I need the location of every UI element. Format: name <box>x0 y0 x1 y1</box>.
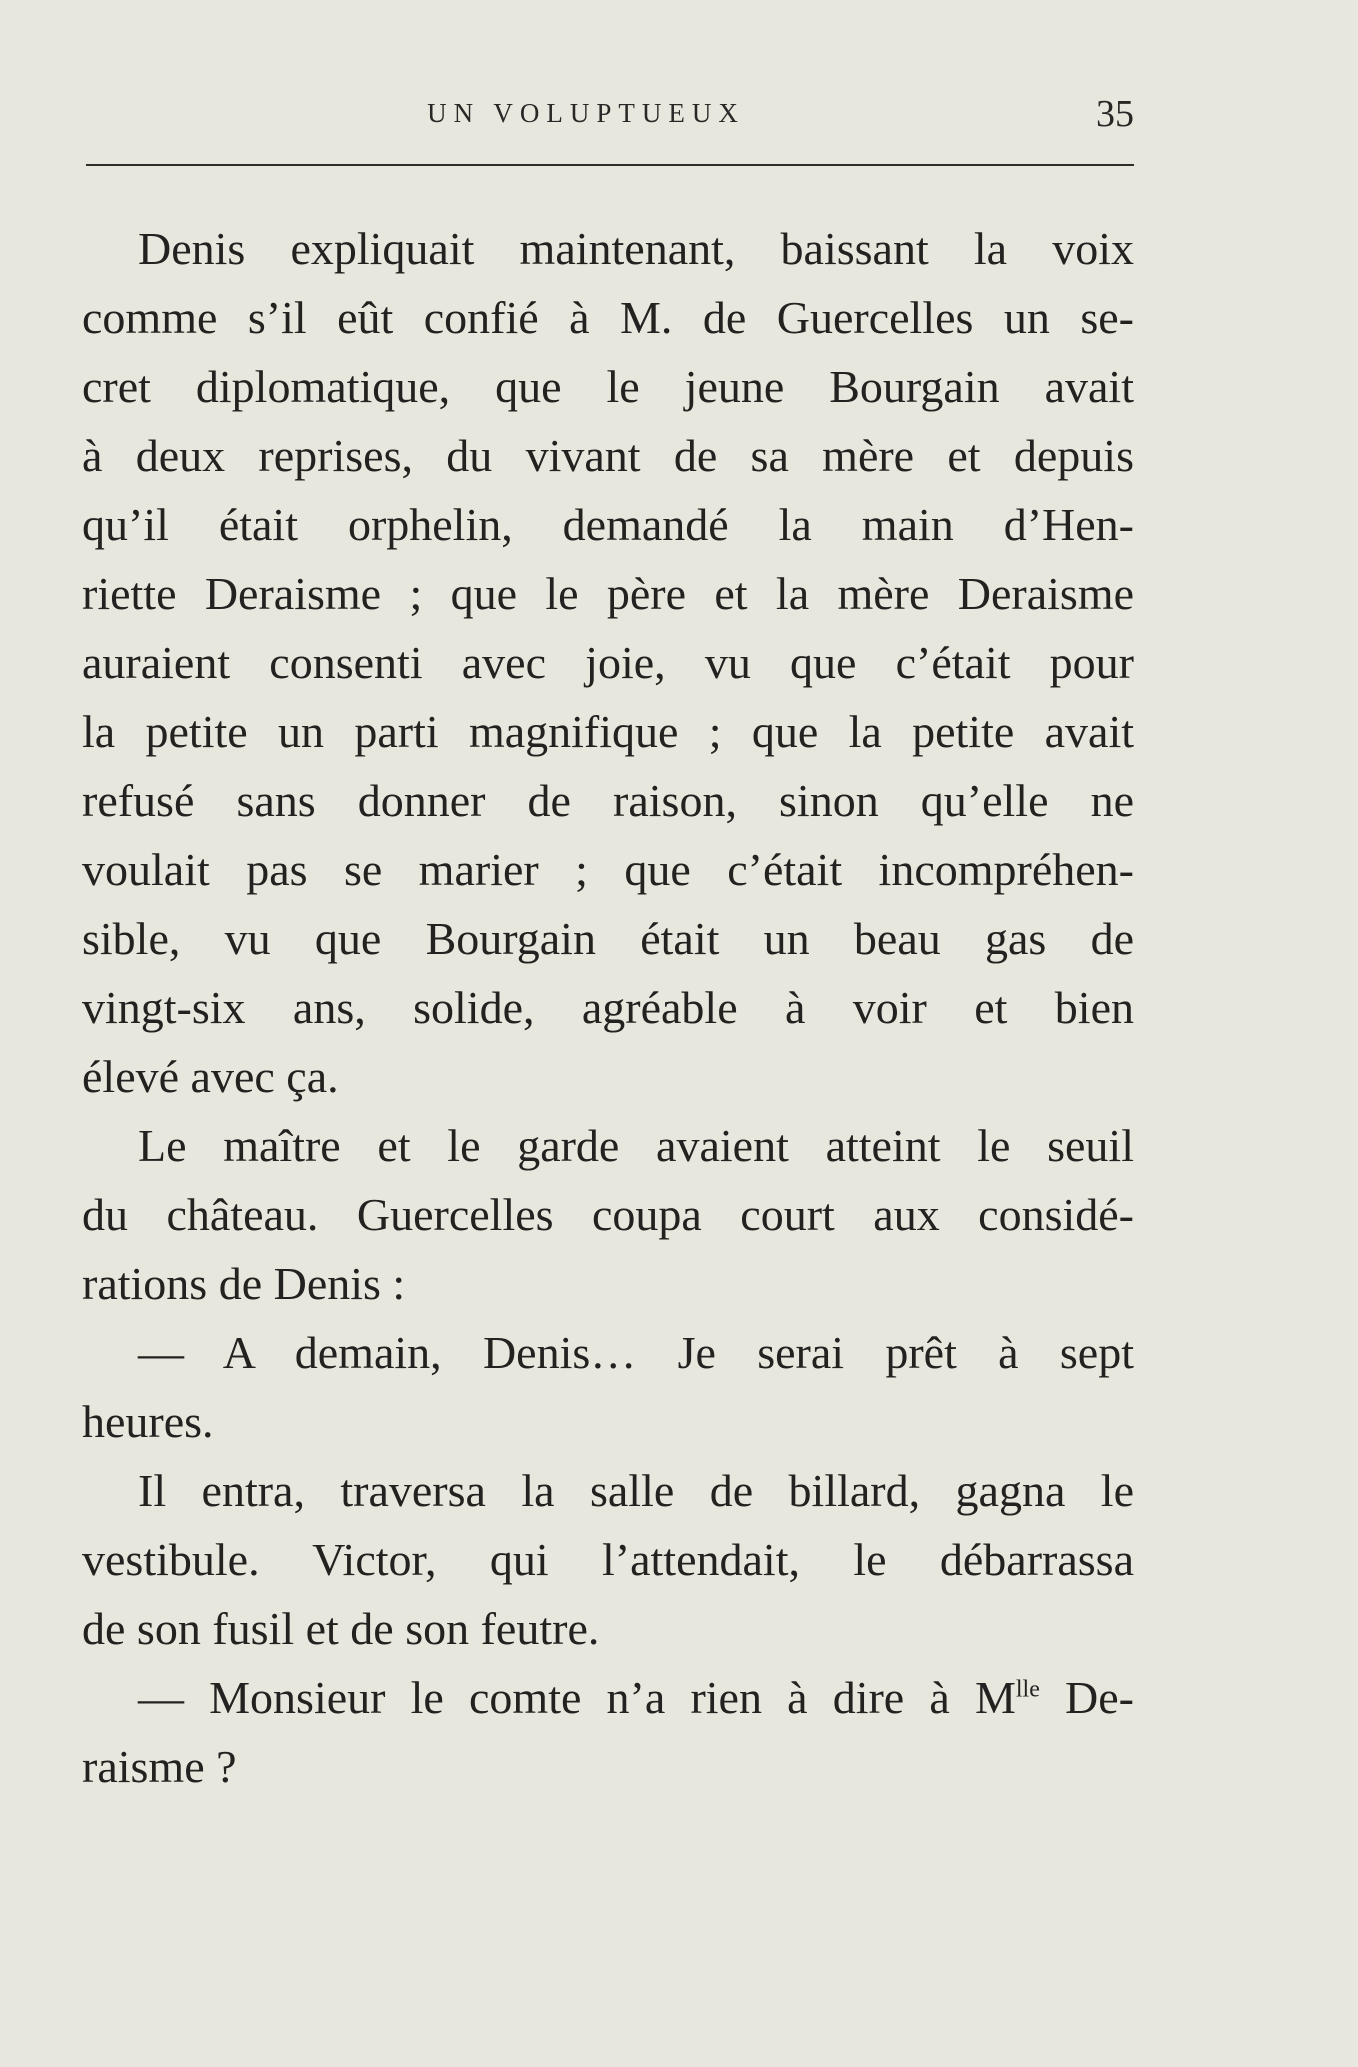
text-line: raisme ? <box>82 1741 237 1792</box>
text-line: rations de Denis : <box>82 1258 406 1309</box>
text-line: du château. Guercelles coupa court aux considé- <box>82 1189 1134 1240</box>
text-line: sible, vu que Bourgain était un beau gas de <box>82 913 1134 964</box>
text-line <box>82 1663 1134 1732</box>
text-line: à deux reprises, du vivant de sa mère et depuis <box>82 430 1134 481</box>
running-head <box>86 92 1134 142</box>
text-line: cret diplomatique, que le jeune Bourgain avait <box>82 361 1134 412</box>
text-line: comme s’il eût confié à M. de Guercelles un se- <box>82 292 1134 343</box>
text-segment: De- <box>1039 1672 1134 1723</box>
text-line: auraient consenti avec joie, vu que c’était pour <box>82 637 1134 688</box>
running-title: UN VOLUPTUEUX <box>427 98 745 128</box>
paragraph <box>82 1318 1134 1456</box>
paragraph <box>82 1663 1134 1801</box>
text-line: qu’il était orphelin, demandé la main d’Hen- <box>82 499 1134 550</box>
superscript-abbreviation: lle <box>1015 1676 1040 1703</box>
text-line: Il entra, traversa la salle de billard, gagna le <box>138 1465 1134 1516</box>
paragraph <box>82 1111 1134 1318</box>
header-rule <box>86 164 1134 166</box>
text-line: refusé sans donner de raison, sinon qu’elle ne <box>82 775 1134 826</box>
text-line: Denis expliquait maintenant, baissant la voix <box>138 223 1134 274</box>
text-line: élevé avec ça. <box>82 1051 339 1102</box>
paragraph <box>82 1456 1134 1663</box>
paragraph <box>82 214 1134 1111</box>
text-line: heures. <box>82 1396 214 1447</box>
text-line: voulait pas se marier ; que c’était incompréhen- <box>82 844 1134 895</box>
text-segment: — Monsieur le comte n’a rien à dire à M <box>138 1672 1016 1723</box>
text-line: vingt-six ans, solide, agréable à voir et bien <box>82 982 1134 1033</box>
text-line: de son fusil et de son feutre. <box>82 1603 600 1654</box>
text-line: riette Deraisme ; que le père et la mère Deraisme <box>82 568 1134 619</box>
text-line: Le maître et le garde avaient atteint le seuil <box>138 1120 1134 1171</box>
text-line: vestibule. Victor, qui l’attendait, le débarrassa <box>82 1534 1134 1585</box>
body-text <box>82 214 1134 1801</box>
text-line: la petite un parti magnifique ; que la petite avait <box>82 706 1134 757</box>
text-line: — A demain, Denis… Je serai prêt à sept <box>138 1327 1134 1378</box>
page-number: 35 <box>1096 93 1134 135</box>
